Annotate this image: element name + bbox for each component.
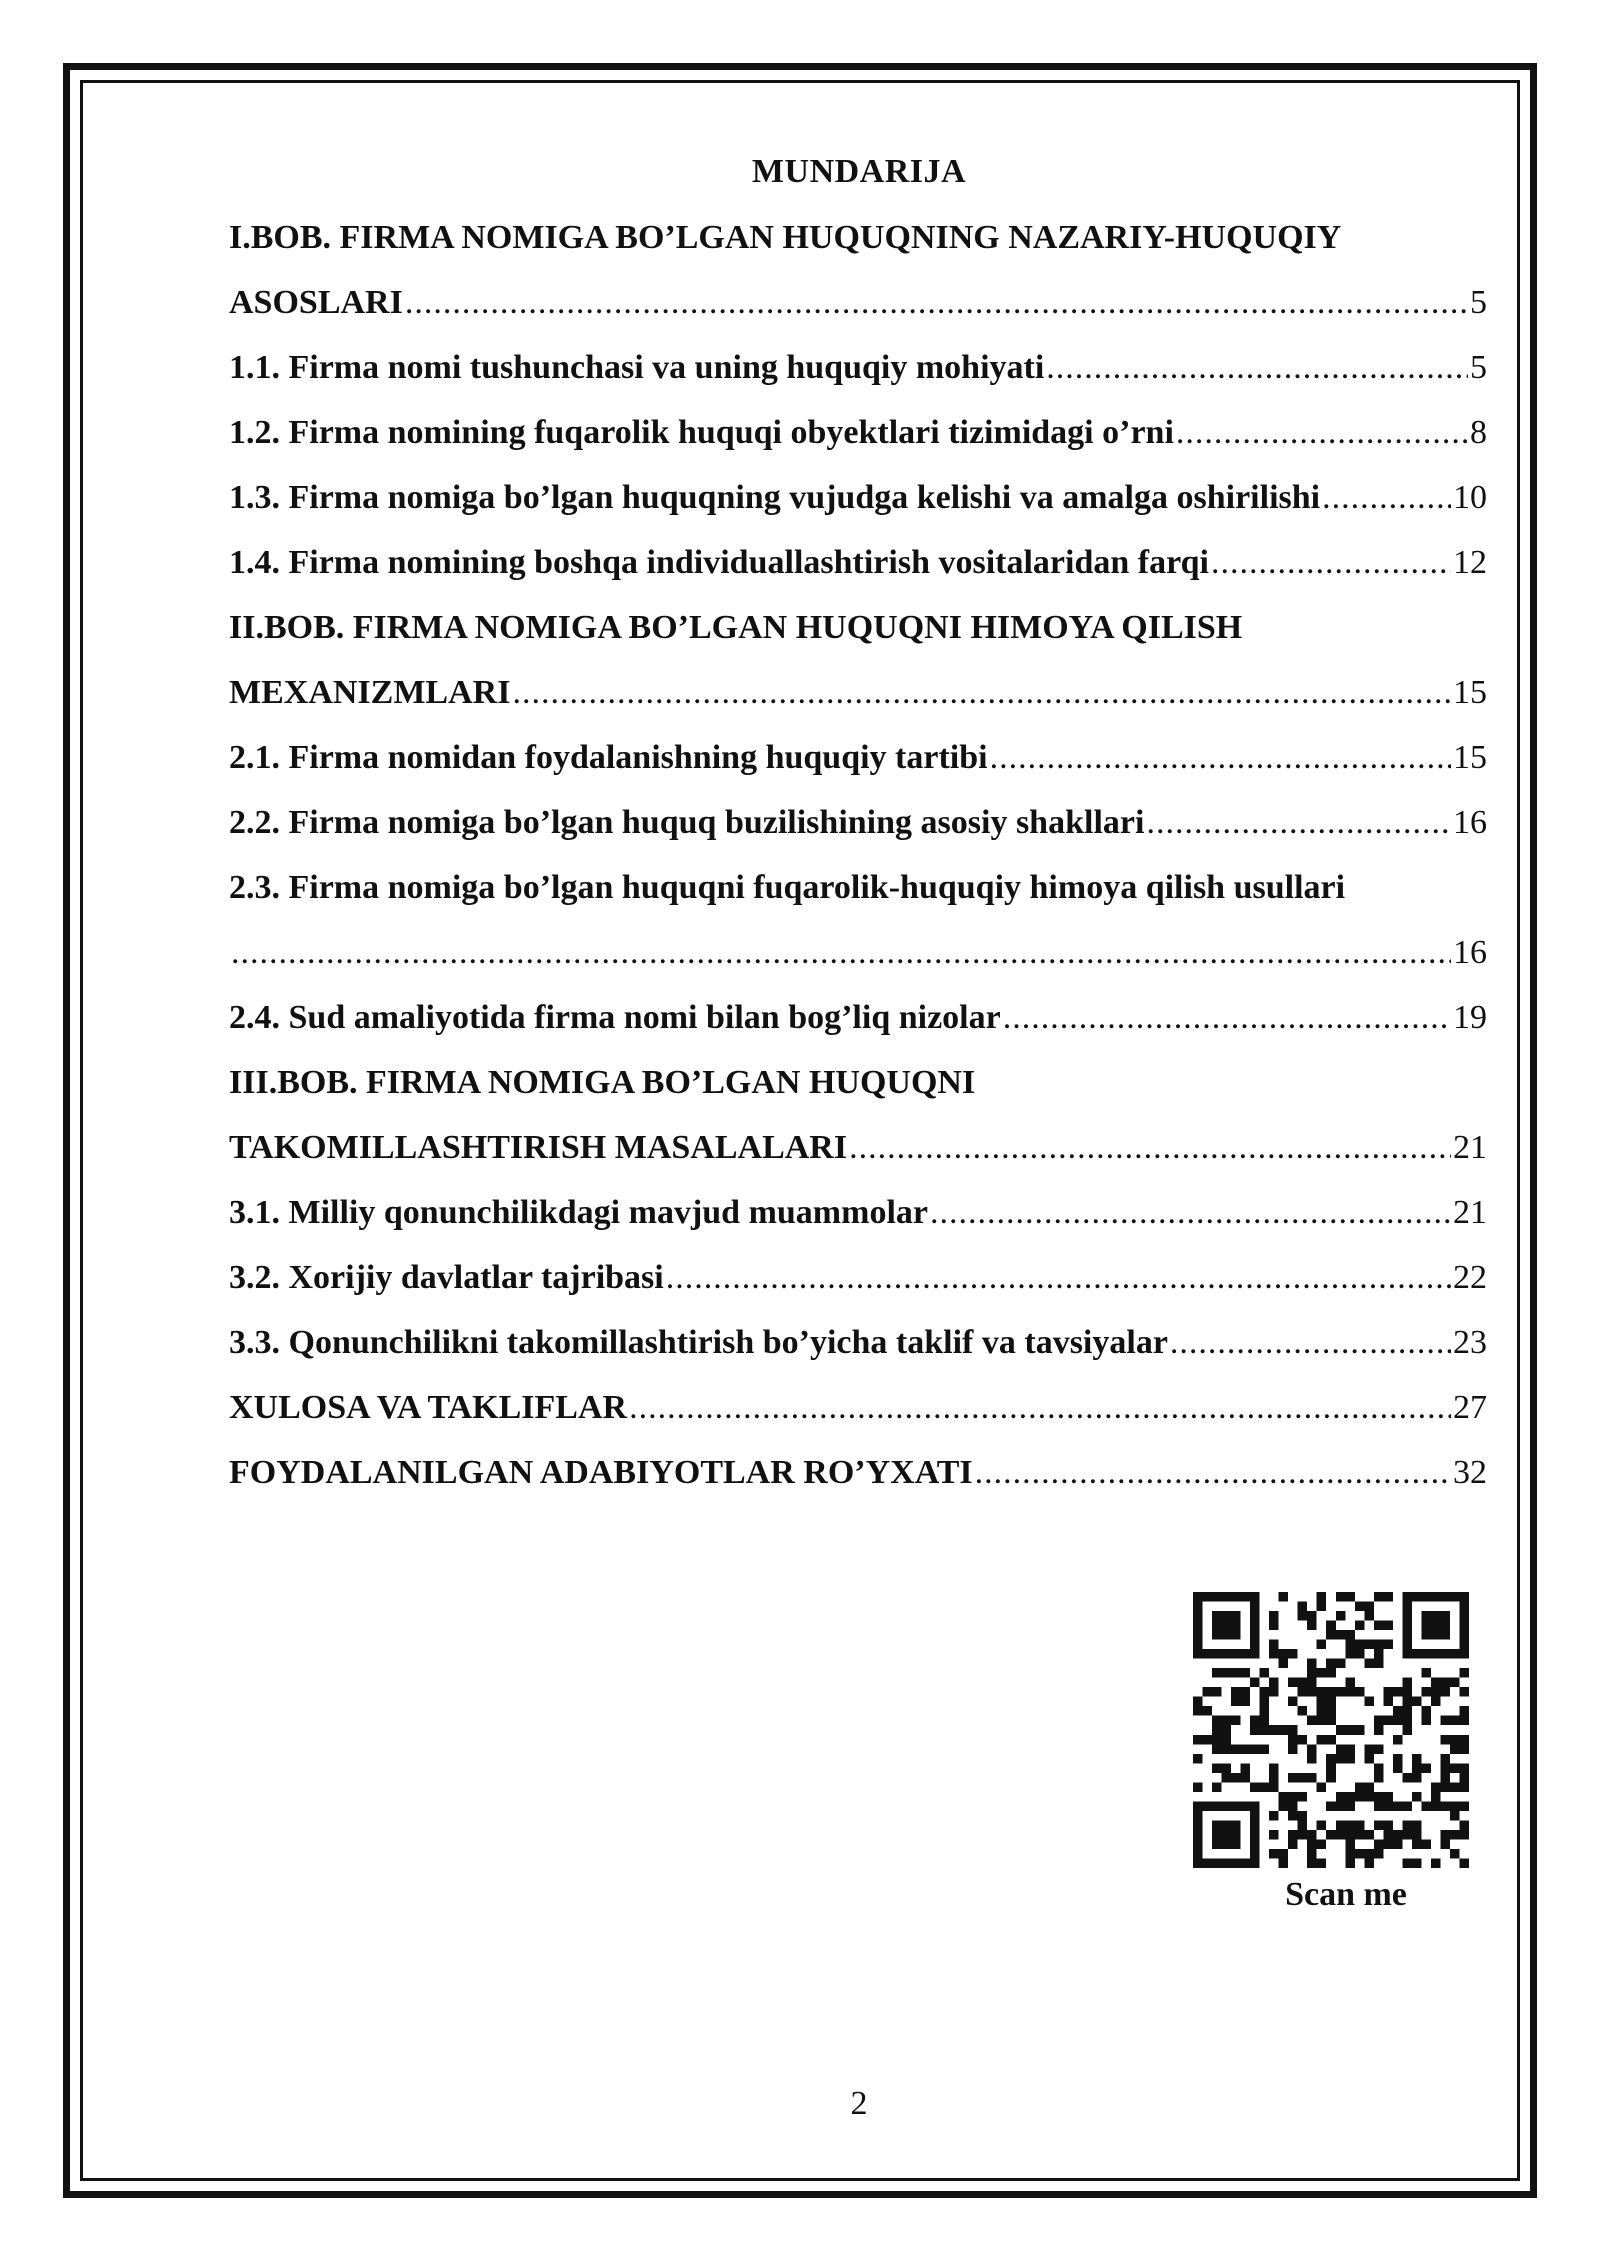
toc-entry-page: 21	[1453, 1194, 1487, 1231]
dot-leader	[849, 1115, 1451, 1180]
toc-entry-3-3[interactable]	[229, 1310, 1487, 1375]
toc-title: MUNDARIJA	[751, 153, 967, 190]
toc-entry-chapter-3-heading[interactable]	[229, 1050, 1487, 1115]
toc-entry-chapter-3[interactable]	[229, 1115, 1487, 1180]
toc-entry-label: ASOSLARI	[229, 284, 403, 321]
toc-entry-page: 15	[1453, 674, 1487, 711]
toc-entry-page: 5	[1470, 284, 1487, 321]
dot-leader	[930, 1180, 1451, 1245]
toc-entry-label: III.BOB. FIRMA NOMIGA BO’LGAN HUQUQNI	[229, 1064, 976, 1101]
toc-entry-1-1[interactable]	[229, 335, 1487, 400]
toc-entry-2-3-heading[interactable]	[229, 855, 1487, 920]
toc-entry-label: MEXANIZMLARI	[229, 674, 511, 711]
dot-leader	[629, 1375, 1451, 1440]
toc-entry-2-1[interactable]	[229, 725, 1487, 790]
toc-entry-references[interactable]	[229, 1440, 1487, 1505]
toc-entry-1-2[interactable]	[229, 400, 1487, 465]
toc-entry-label: FOYDALANILGAN ADABIYOTLAR RO’YXATI	[229, 1454, 973, 1491]
toc-entry-label: 2.2. Firma nomiga bo’lgan huquq buzilishining asosiy shakllari	[229, 804, 1145, 841]
toc-entry-label: 2.3. Firma nomiga bo’lgan huquqni fuqarolik-huquqiy himoya qilish usullari	[229, 869, 1346, 906]
toc-entry-label: I.BOB. FIRMA NOMIGA BO’LGAN HUQUQNING NAZARIY-HUQUQIY	[229, 219, 1342, 256]
toc-entry-chapter-2[interactable]	[229, 660, 1487, 725]
toc-entry-page: 10	[1453, 479, 1487, 516]
toc-entry-label: 3.1. Milliy qonunchilikdagi mavjud muammolar	[229, 1194, 928, 1231]
dot-leader	[666, 1245, 1451, 1310]
dot-leader	[990, 725, 1451, 790]
toc-entry-1-4[interactable]	[229, 530, 1487, 595]
toc-entry-page: 32	[1453, 1454, 1487, 1491]
toc-entry-3-2[interactable]	[229, 1245, 1487, 1310]
toc-entry-label: 1.2. Firma nomining fuqarolik huquqi obyektlari tizimidagi o’rni	[229, 414, 1174, 451]
toc-entry-label: 3.3. Qonunchilikni takomillashtirish bo’yicha taklif va tavsiyalar	[229, 1324, 1168, 1361]
toc-entry-page: 8	[1470, 414, 1487, 451]
table-of-contents	[229, 205, 1487, 1505]
toc-entry-label: 2.1. Firma nomidan foydalanishning huquqiy tartibi	[229, 739, 988, 776]
dot-leader	[512, 660, 1451, 725]
toc-entry-2-4[interactable]	[229, 985, 1487, 1050]
toc-entry-page: 19	[1453, 999, 1487, 1036]
dot-leader	[1211, 530, 1451, 595]
toc-entry-label: 3.2. Xorijiy davlatlar tajribasi	[229, 1259, 664, 1296]
toc-entry-label: II.BOB. FIRMA NOMIGA BO’LGAN HUQUQNI HIMOYA QILISH	[229, 609, 1243, 646]
dot-leader	[1170, 1310, 1451, 1375]
qr-code-icon[interactable]	[1180, 1592, 1482, 1868]
toc-entry-label: XULOSA VA TAKLIFLAR	[229, 1389, 628, 1426]
toc-entry-page: 15	[1453, 739, 1487, 776]
page-number: 2	[850, 2085, 868, 2122]
toc-entry-label: 1.3. Firma nomiga bo’lgan huquqning vujudga kelishi va amalga oshirilishi	[229, 479, 1321, 516]
toc-entry-2-3[interactable]	[229, 920, 1487, 985]
toc-entry-label: 1.1. Firma nomi tushunchasi va uning huquqiy mohiyati	[229, 349, 1045, 386]
dot-leader	[1003, 985, 1451, 1050]
toc-entry-conclusion[interactable]	[229, 1375, 1487, 1440]
toc-entry-page: 23	[1453, 1324, 1487, 1361]
toc-entry-label: 1.4. Firma nomining boshqa individuallashtirish vositalaridan farqi	[229, 544, 1209, 581]
toc-entry-label: 2.4. Sud amaliyotida firma nomi bilan bog’liq nizolar	[229, 999, 1001, 1036]
qr-block[interactable]	[1180, 1592, 1482, 1914]
toc-entry-chapter-1[interactable]	[229, 270, 1487, 335]
dot-leader	[975, 1440, 1451, 1505]
dot-leader	[231, 920, 1451, 985]
toc-entry-chapter-2-heading[interactable]	[229, 595, 1487, 660]
toc-entry-page: 16	[1453, 804, 1487, 841]
dot-leader	[1146, 790, 1451, 855]
toc-entry-page: 22	[1453, 1259, 1487, 1296]
toc-entry-page: 27	[1453, 1389, 1487, 1426]
toc-entry-page: 12	[1453, 544, 1487, 581]
dot-leader	[1176, 400, 1468, 465]
toc-entry-3-1[interactable]	[229, 1180, 1487, 1245]
dot-leader	[1046, 335, 1468, 400]
toc-entry-label: TAKOMILLASHTIRISH MASALALARI	[229, 1129, 848, 1166]
toc-entry-1-3[interactable]	[229, 465, 1487, 530]
toc-entry-page: 16	[1453, 934, 1487, 971]
toc-entry-page: 5	[1470, 349, 1487, 386]
qr-caption: Scan me	[1285, 1876, 1407, 1913]
dot-leader	[405, 270, 1468, 335]
toc-entry-page: 21	[1453, 1129, 1487, 1166]
toc-entry-2-2[interactable]	[229, 790, 1487, 855]
toc-entry-chapter-1-heading[interactable]	[229, 205, 1487, 270]
dot-leader	[1322, 465, 1451, 530]
